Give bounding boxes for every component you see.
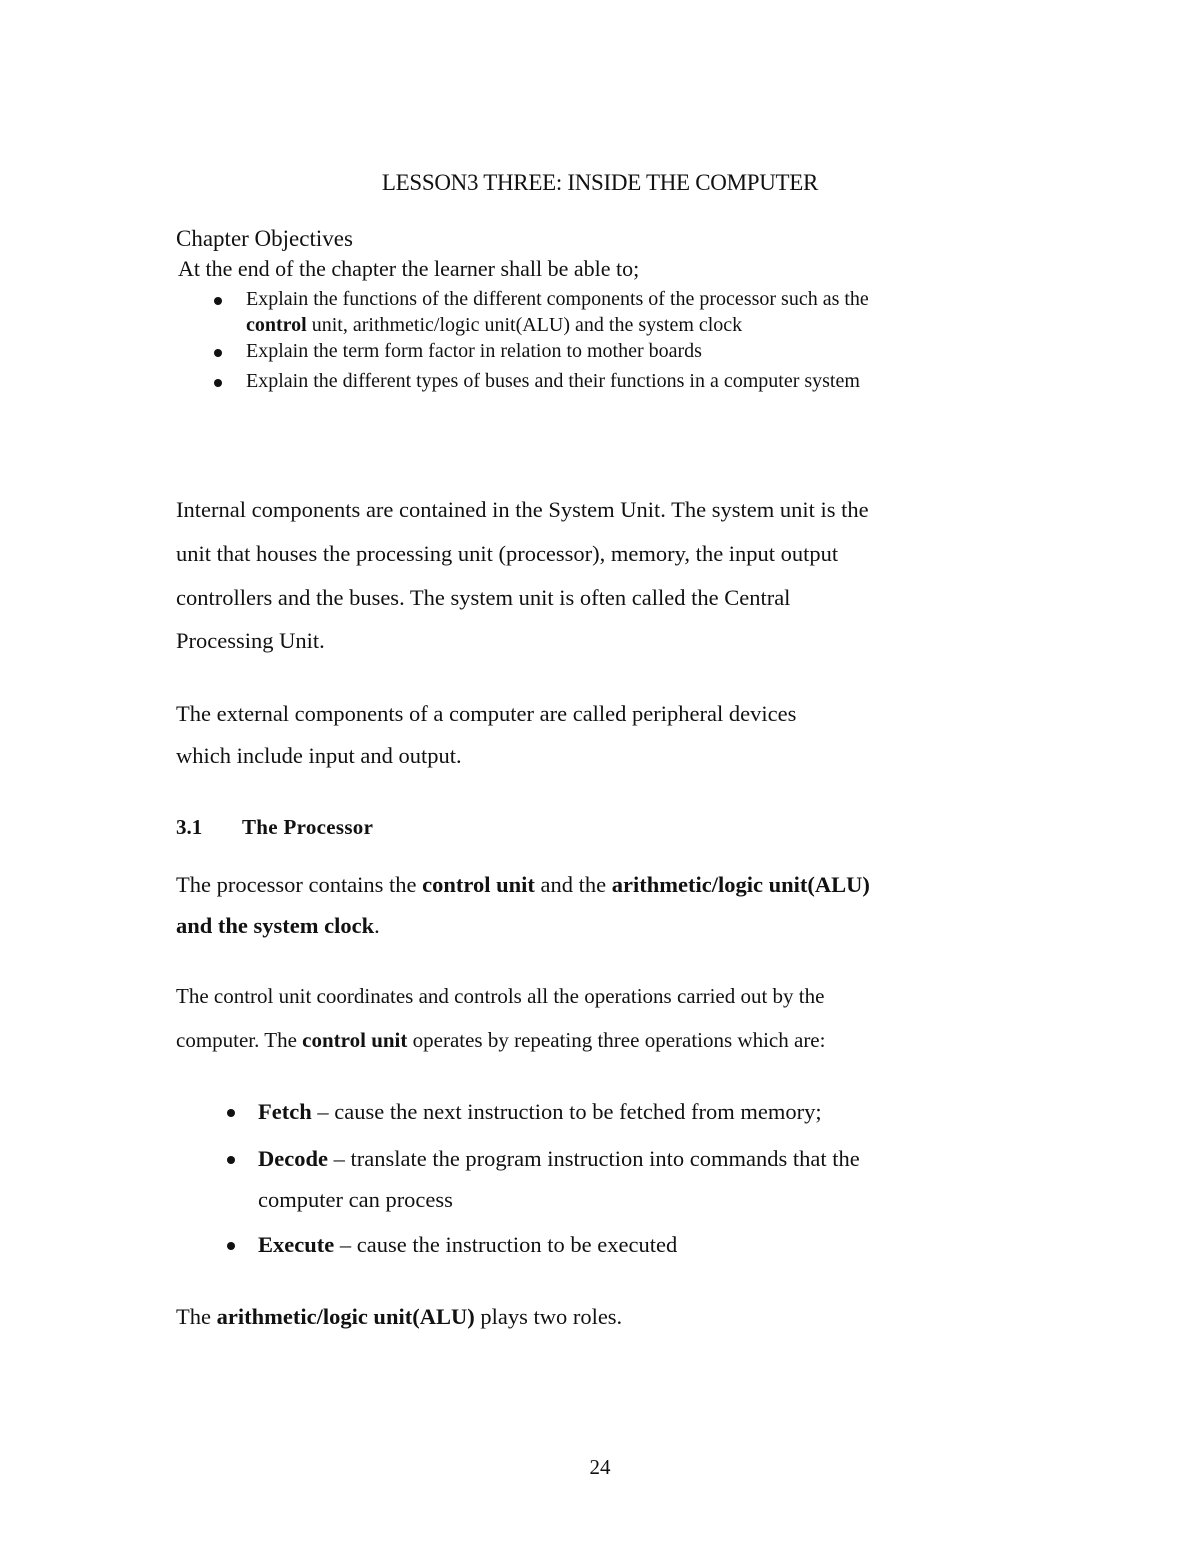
external-line-1: The external components of a computer are called peripheral devices (176, 701, 797, 726)
bullet-icon (214, 297, 222, 305)
control-line2-pre: computer. The (176, 1028, 303, 1052)
bullet-icon (227, 1109, 235, 1117)
page-number: 24 (589, 1455, 611, 1479)
objective-item-1-bold: control (246, 314, 307, 336)
processor-line-1 (176, 872, 870, 898)
control-line-1: The control unit coordinates and controls all the operations carried out by the (176, 984, 825, 1008)
control-line2-bold: control unit (302, 1028, 408, 1052)
intro-line-1: Internal components are contained in the System Unit. The system unit is the (176, 497, 869, 522)
operation-execute (258, 1232, 677, 1258)
operation-execute-desc: – cause the instruction to be executed (334, 1232, 678, 1257)
alu-pre: The (176, 1304, 217, 1329)
processor-bold-alu: arithmetic/logic unit(ALU) (611, 872, 870, 897)
operation-decode (258, 1146, 860, 1172)
bullet-icon (227, 1156, 235, 1164)
operation-decode-name: Decode (258, 1146, 328, 1171)
objectives-intro: At the end of the chapter the learner shall be able to; (178, 256, 640, 281)
lesson-title: LESSON3 THREE: INSIDE THE COMPUTER (381, 170, 819, 195)
processor-end: . (374, 913, 380, 938)
intro-line-3: controllers and the buses. The system unit is often called the Central (176, 585, 791, 610)
bullet-icon (227, 1242, 235, 1250)
operation-fetch-desc: – cause the next instruction to be fetched from memory; (311, 1099, 822, 1124)
operation-execute-name: Execute (258, 1232, 335, 1257)
bullet-icon (214, 379, 222, 387)
alu-rest: plays two roles. (474, 1304, 623, 1329)
processor-bold-control: control unit (422, 872, 535, 897)
intro-line-2: unit that houses the processing unit (processor), memory, the input output (176, 541, 839, 566)
intro-line-4: Processing Unit. (176, 628, 325, 653)
processor-bold-clock: and the system clock (176, 913, 375, 938)
bullet-icon (214, 349, 222, 357)
alu-bold: arithmetic/logic unit(ALU) (216, 1304, 475, 1329)
operation-fetch (258, 1099, 822, 1125)
processor-line-2 (176, 913, 380, 939)
objective-item-2: Explain the term form factor in relation to mother boards (246, 340, 702, 362)
processor-mid: and the (534, 872, 612, 897)
external-line-2: which include input and output. (176, 743, 462, 768)
section-title: The Processor (242, 815, 374, 839)
alu-line (176, 1304, 622, 1330)
objective-item-1-rest: unit, arithmetic/logic unit(ALU) and the system clock (306, 314, 743, 336)
objective-item-1-line1: Explain the functions of the different components of the processor such as the (246, 288, 869, 310)
operation-decode-desc-2: computer can process (258, 1187, 453, 1212)
objective-item-1-line2 (246, 314, 742, 337)
objectives-heading: Chapter Objectives (176, 226, 353, 251)
section-number: 3.1 (176, 815, 203, 839)
operation-fetch-name: Fetch (258, 1099, 312, 1124)
objective-item-3: Explain the different types of buses and their functions in a computer system (246, 370, 860, 392)
processor-pre: The processor contains the (176, 872, 423, 897)
control-line-2 (176, 1028, 825, 1053)
control-line2-rest: operates by repeating three operations which are: (407, 1028, 826, 1052)
operation-decode-desc: – translate the program instruction into commands that the (327, 1146, 860, 1171)
